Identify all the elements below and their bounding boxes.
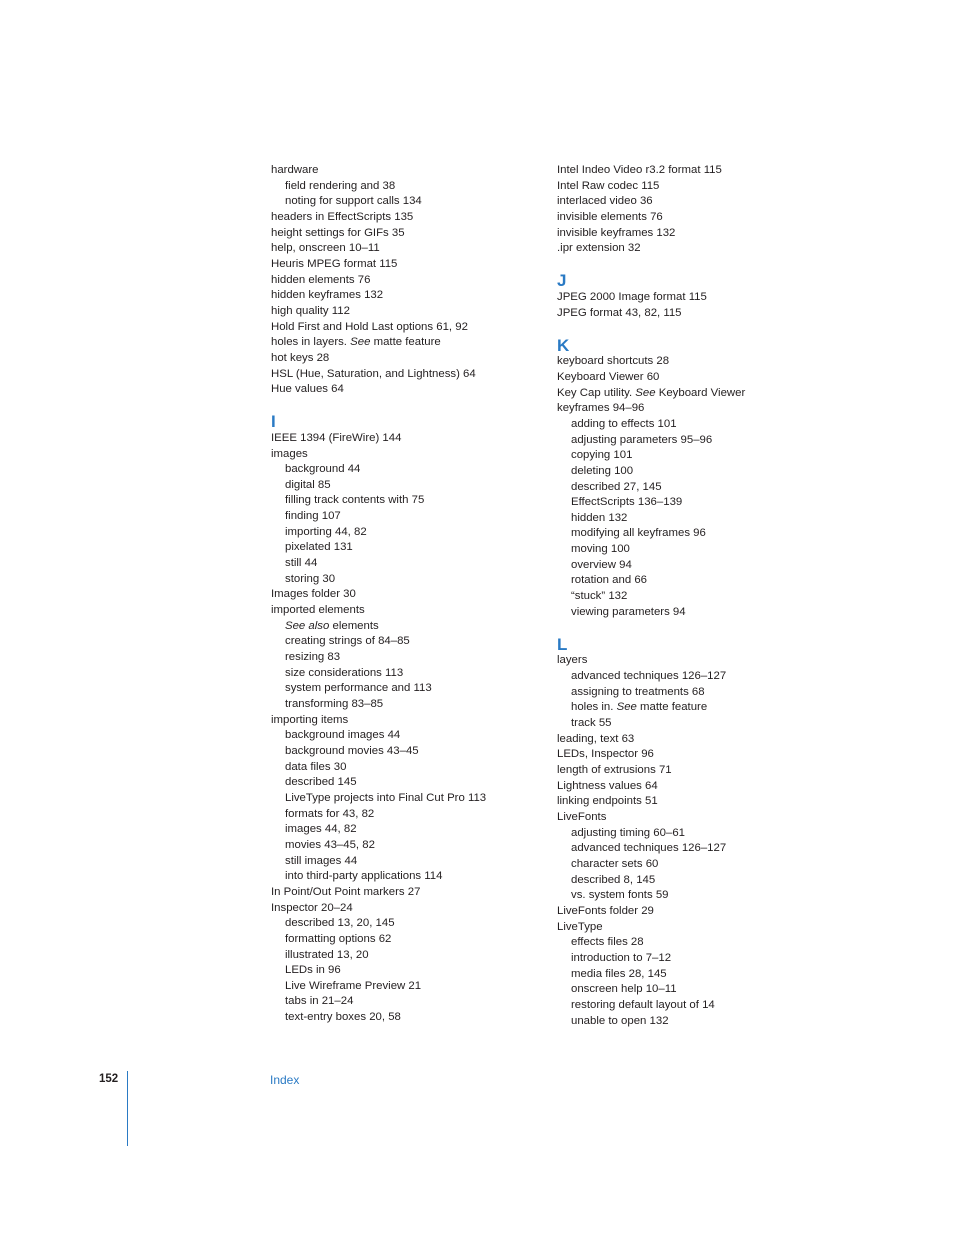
index-subentry: still images 44 bbox=[285, 854, 358, 867]
index-entry: Hue values 64 bbox=[271, 383, 344, 396]
index-entry: length of extrusions 71 bbox=[557, 764, 672, 776]
index-entry: LiveType bbox=[557, 920, 603, 933]
index-entry: In Point/Out Point markers 27 bbox=[271, 885, 421, 898]
entry-prefix: holes in layers. bbox=[271, 336, 351, 349]
index-subentry: overview 94 bbox=[571, 558, 632, 571]
index-subentry: moving 100 bbox=[571, 543, 630, 556]
index-subentry: storing 30 bbox=[285, 572, 336, 585]
index-entry: interlaced video 36 bbox=[557, 195, 653, 208]
index-subentry: illustrated 13, 20 bbox=[285, 948, 369, 961]
index-subentry: adjusting timing 60–61 bbox=[571, 826, 685, 839]
index-entry: keyboard shortcuts 28 bbox=[557, 355, 670, 368]
index-entry: Images folder 30 bbox=[271, 588, 356, 601]
index-subentry: track 55 bbox=[571, 717, 612, 730]
index-entry: LiveFonts folder 29 bbox=[557, 904, 654, 917]
index-subentry: still 44 bbox=[285, 557, 318, 570]
index-entry: JPEG format 43, 82, 115 bbox=[557, 306, 682, 319]
index-subentry: “stuck” 132 bbox=[571, 590, 628, 603]
index-entry: high quality 112 bbox=[271, 304, 350, 317]
index-entry: hidden keyframes 132 bbox=[271, 289, 384, 302]
index-entry: layers bbox=[557, 654, 588, 667]
index-letter-heading: I bbox=[271, 412, 276, 432]
index-entry: LEDs, Inspector 96 bbox=[557, 748, 654, 761]
index-entry: JPEG 2000 Image format 115 bbox=[557, 290, 707, 303]
cross-reference-target: elements bbox=[329, 619, 379, 632]
index-entry: invisible elements 76 bbox=[557, 210, 663, 223]
index-subentry: LEDs in 96 bbox=[285, 964, 341, 977]
index-column-left bbox=[271, 163, 541, 1026]
index-subentry: importing 44, 82 bbox=[285, 525, 367, 538]
index-subentry: media files 28, 145 bbox=[571, 967, 667, 980]
index-subentry: size considerations 113 bbox=[285, 666, 404, 679]
index-subentry: copying 101 bbox=[571, 449, 633, 462]
index-subentry: noting for support calls 134 bbox=[285, 195, 422, 208]
index-subentry: Live Wireframe Preview 21 bbox=[285, 979, 422, 992]
index-subentry: described 8, 145 bbox=[571, 873, 656, 886]
index-entry: Heuris MPEG format 115 bbox=[271, 257, 398, 270]
index-entry: help, onscreen 10–11 bbox=[271, 242, 380, 255]
index-entry: height settings for GIFs 35 bbox=[271, 226, 405, 239]
cross-reference-target: Keyboard Viewer bbox=[655, 386, 746, 399]
index-subentry: character sets 60 bbox=[571, 857, 659, 870]
index-entry: images bbox=[271, 447, 308, 460]
index-subentry: resizing 83 bbox=[285, 651, 341, 664]
entry-prefix: Key Cap utility. bbox=[557, 386, 636, 399]
index-subentry: deleting 100 bbox=[571, 464, 634, 477]
index-entry bbox=[271, 335, 541, 351]
index-subentry bbox=[271, 619, 541, 635]
index-subentry: movies 43–45, 82 bbox=[285, 838, 375, 851]
index-entry: Intel Raw codec 115 bbox=[557, 179, 660, 192]
index-subentry: assigning to treatments 68 bbox=[571, 685, 705, 698]
index-entry: linking endpoints 51 bbox=[557, 795, 658, 808]
index-subentry: hidden 132 bbox=[571, 511, 628, 524]
index-subentry: advanced techniques 126–127 bbox=[571, 842, 727, 855]
index-subentry: finding 107 bbox=[285, 510, 341, 523]
index-subentry: onscreen help 10–11 bbox=[571, 983, 677, 996]
index-entry: Intel Indeo Video r3.2 format 115 bbox=[557, 164, 722, 176]
index-letter-heading: K bbox=[557, 335, 570, 355]
index-subentry: LiveType projects into Final Cut Pro 113 bbox=[285, 791, 487, 804]
index-entry: Keyboard Viewer 60 bbox=[557, 370, 660, 383]
index-subentry: described 13, 20, 145 bbox=[285, 917, 395, 930]
index-subentry: introduction to 7–12 bbox=[571, 951, 672, 964]
index-entry: keyframes 94–96 bbox=[557, 402, 645, 415]
index-subentry: described 145 bbox=[285, 776, 357, 789]
index-subentry: background movies 43–45 bbox=[285, 744, 419, 757]
index-entry: Lightness values 64 bbox=[557, 779, 658, 792]
cross-reference-label: See bbox=[350, 336, 371, 349]
index-entry: imported elements bbox=[271, 604, 365, 617]
index-subentry: unable to open 132 bbox=[571, 1014, 669, 1027]
footer-divider bbox=[127, 1071, 128, 1146]
index-entry: headers in EffectScripts 135 bbox=[271, 210, 414, 223]
index-subentry: system performance and 113 bbox=[285, 682, 432, 695]
index-subentry: filling track contents with 75 bbox=[285, 494, 425, 507]
index-entry: importing items bbox=[271, 713, 349, 726]
index-column-right bbox=[557, 163, 827, 1029]
index-entry: hot keys 28 bbox=[271, 351, 330, 364]
cross-reference-label: See bbox=[635, 386, 656, 399]
index-entry: Inspector 20–24 bbox=[271, 901, 353, 914]
index-subentry: data files 30 bbox=[285, 760, 347, 773]
index-subentry: background images 44 bbox=[285, 729, 401, 742]
footer-section-label: Index bbox=[270, 1073, 300, 1087]
index-entry: LiveFonts bbox=[557, 810, 607, 823]
index-subentry: modifying all keyframes 96 bbox=[571, 527, 706, 540]
index-subentry: advanced techniques 126–127 bbox=[571, 670, 727, 683]
index-entry bbox=[557, 386, 827, 402]
index-subentry: rotation and 66 bbox=[571, 574, 647, 587]
index-subentry: tabs in 21–24 bbox=[285, 995, 354, 1008]
index-letter-heading: L bbox=[557, 634, 568, 654]
cross-reference-target: matte feature bbox=[636, 701, 708, 714]
index-entry: hidden elements 76 bbox=[271, 273, 371, 286]
index-entry: invisible keyframes 132 bbox=[557, 226, 676, 239]
index-subentry: field rendering and 38 bbox=[285, 179, 396, 192]
page-number: 152 bbox=[99, 1073, 119, 1085]
cross-reference-target: matte feature bbox=[370, 336, 441, 349]
index-entry: leading, text 63 bbox=[557, 732, 635, 745]
index-subentry: formats for 43, 82 bbox=[285, 807, 375, 820]
index-entry: IEEE 1394 (FireWire) 144 bbox=[271, 431, 402, 444]
index-subentry: effects files 28 bbox=[571, 936, 644, 949]
index-subentry: transforming 83–85 bbox=[285, 698, 384, 710]
index-subentry: background 44 bbox=[285, 463, 361, 476]
index-subentry: pixelated 131 bbox=[285, 541, 353, 554]
index-subentry: text-entry boxes 20, 58 bbox=[285, 1011, 401, 1024]
cross-reference-label: See also bbox=[285, 619, 330, 632]
index-subentry: EffectScripts 136–139 bbox=[571, 496, 683, 509]
index-subentry bbox=[557, 700, 827, 716]
index-entry: HSL (Hue, Saturation, and Lightness) 64 bbox=[271, 367, 476, 380]
index-subentry: vs. system fonts 59 bbox=[571, 889, 669, 902]
index-subentry: adjusting parameters 95–96 bbox=[571, 433, 713, 446]
index-subentry: images 44, 82 bbox=[285, 823, 357, 836]
index-entry: Hold First and Hold Last options 61, 92 bbox=[271, 320, 468, 333]
index-subentry: adding to effects 101 bbox=[571, 417, 677, 430]
index-subentry: restoring default layout of 14 bbox=[571, 998, 715, 1011]
index-subentry: formatting options 62 bbox=[285, 932, 392, 945]
cross-reference-label: See bbox=[616, 701, 637, 714]
index-subentry: creating strings of 84–85 bbox=[285, 635, 410, 648]
index-subentry: described 27, 145 bbox=[571, 480, 662, 493]
index-letter-heading: J bbox=[557, 271, 567, 291]
index-subentry: into third-party applications 114 bbox=[285, 870, 443, 883]
entry-prefix: holes in. bbox=[571, 701, 617, 714]
index-entry: hardware bbox=[271, 164, 319, 176]
index-subentry: digital 85 bbox=[285, 478, 331, 491]
index-subentry: viewing parameters 94 bbox=[571, 605, 686, 618]
index-entry: .ipr extension 32 bbox=[557, 242, 641, 255]
